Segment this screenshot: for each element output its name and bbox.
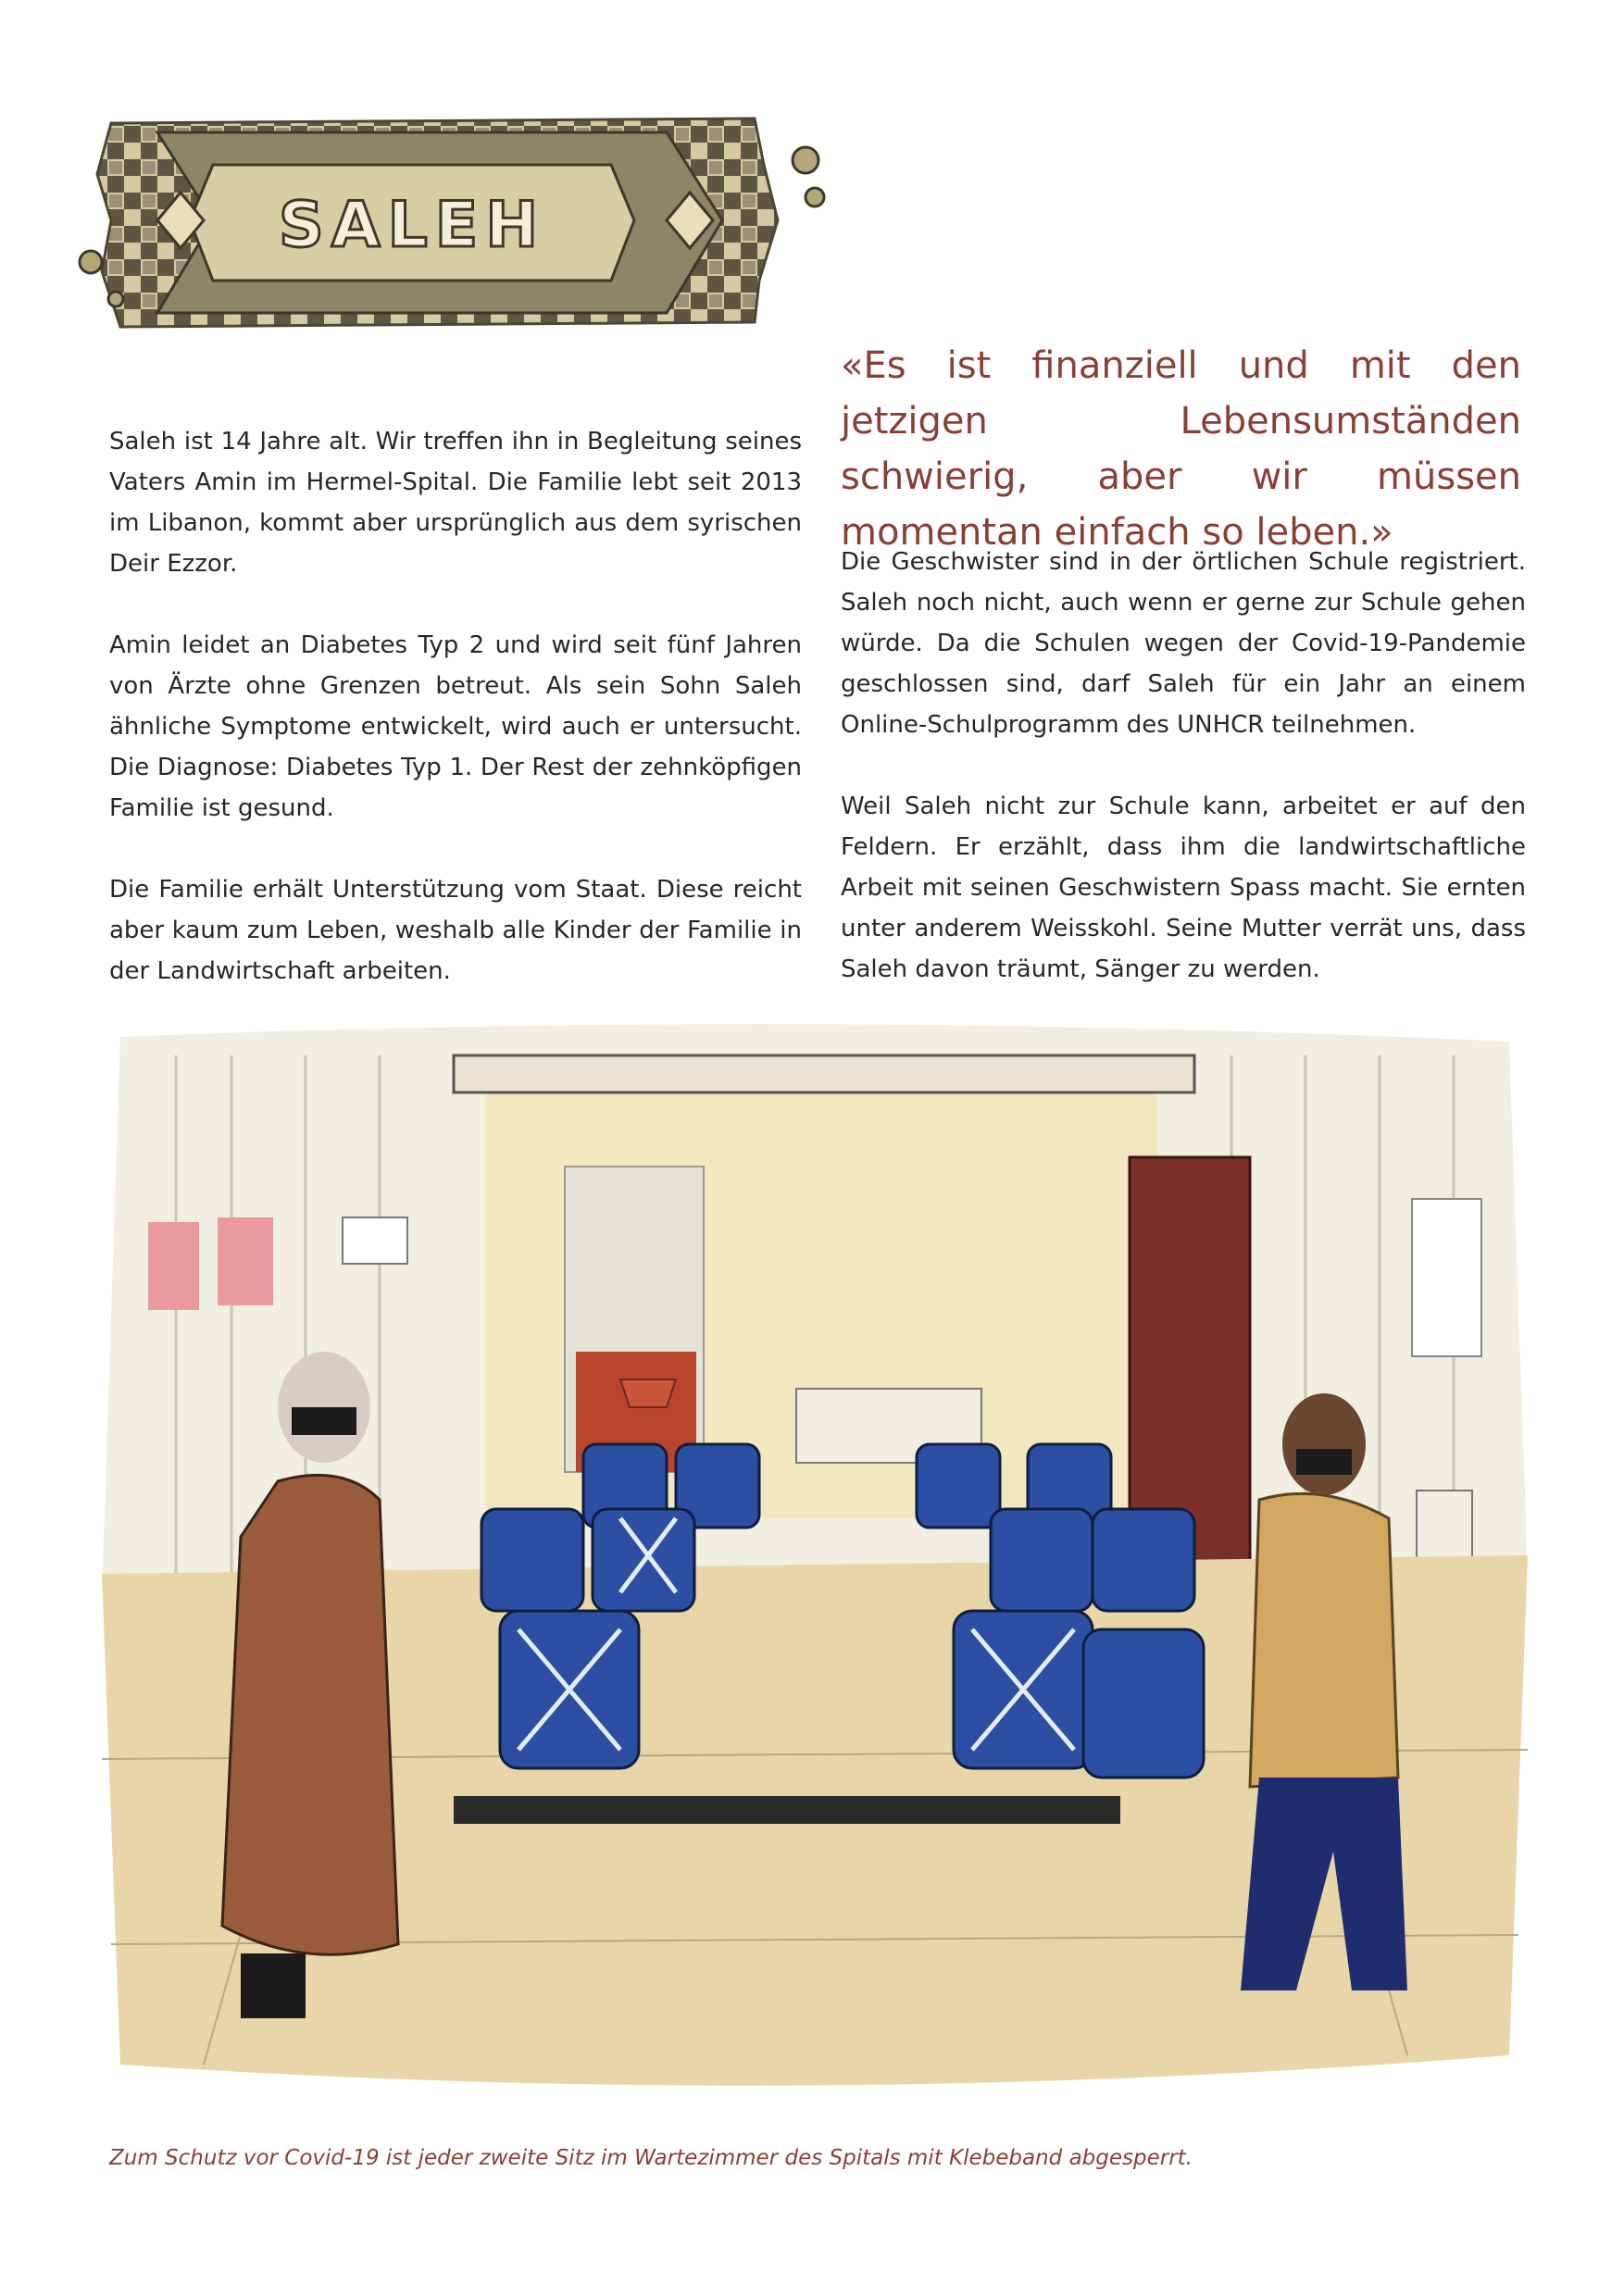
pull-quote: «Es ist finanziell und mit den jetzigen Lebensumständen schwierig, aber wir müssen momentan einfach so leben.» xyxy=(841,344,1521,554)
poster xyxy=(148,1222,199,1310)
door-curtain xyxy=(1130,1157,1250,1565)
story-paragraph: Die Geschwister sind in der örtlichen Schule registriert. Saleh noch nicht, auch wenn er gerne zur Schule gehen würde. Da die Schulen wegen der Covid-19-Pandemie geschlossen sind, darf Saleh für ein Jahr an einem Online-Schulprogramm des UNHCR teilnehmen. xyxy=(841,548,1526,739)
poster xyxy=(218,1217,273,1305)
title-banner xyxy=(74,109,833,341)
sink xyxy=(620,1379,676,1407)
intro-paragraph: Amin leidet an Diabetes Typ 2 und wird seit fünf Jahren von Ärzte ohne Grenzen betreut. Als sein Sohn Saleh ähnliche Symptome entwickelt, wird auch er untersucht. Die Diagnose: Diabetes Typ 1. Der Rest der zehnköpfigen Familie ist gesund. xyxy=(109,631,802,822)
story-text xyxy=(841,542,1526,1030)
bench-rail xyxy=(454,1796,1120,1824)
waiting-room-illustration xyxy=(65,1018,1565,2129)
sign xyxy=(343,1217,407,1264)
info-poster xyxy=(1412,1199,1481,1356)
intro-text xyxy=(109,421,802,1032)
intro-paragraph: Die Familie erhält Unterstützung vom Staat. Diese reicht aber kaum zum Leben, weshalb alle Kinder der Familie in der Landwirtschaft arbeiten. xyxy=(109,876,802,985)
banner-title: SALEH xyxy=(278,189,546,262)
intro-paragraph: Saleh ist 14 Jahre alt. Wir treffen ihn in Begleitung seines Vaters Amin im Hermel-Spital. Die Familie lebt seit 2013 im Libanon, kommt aber ursprünglich aus dem syrischen Deir Ezzor. xyxy=(109,428,802,578)
ceiling-beam xyxy=(454,1055,1194,1092)
image-caption: Zum Schutz vor Covid-19 ist jeder zweite Sitz im Wartezimmer des Spitals mit Klebeband abgesperrt. xyxy=(109,2146,1193,2170)
story-paragraph: Weil Saleh nicht zur Schule kann, arbeitet er auf den Feldern. Er erzählt, dass ihm die landwirtschaftliche Arbeit mit seinen Geschwistern Spass macht. Sie ernten unter anderem Weisskohl. Seine Mutter verrät uns, dass Saleh davon träumt, Sänger zu werden. xyxy=(841,792,1526,983)
